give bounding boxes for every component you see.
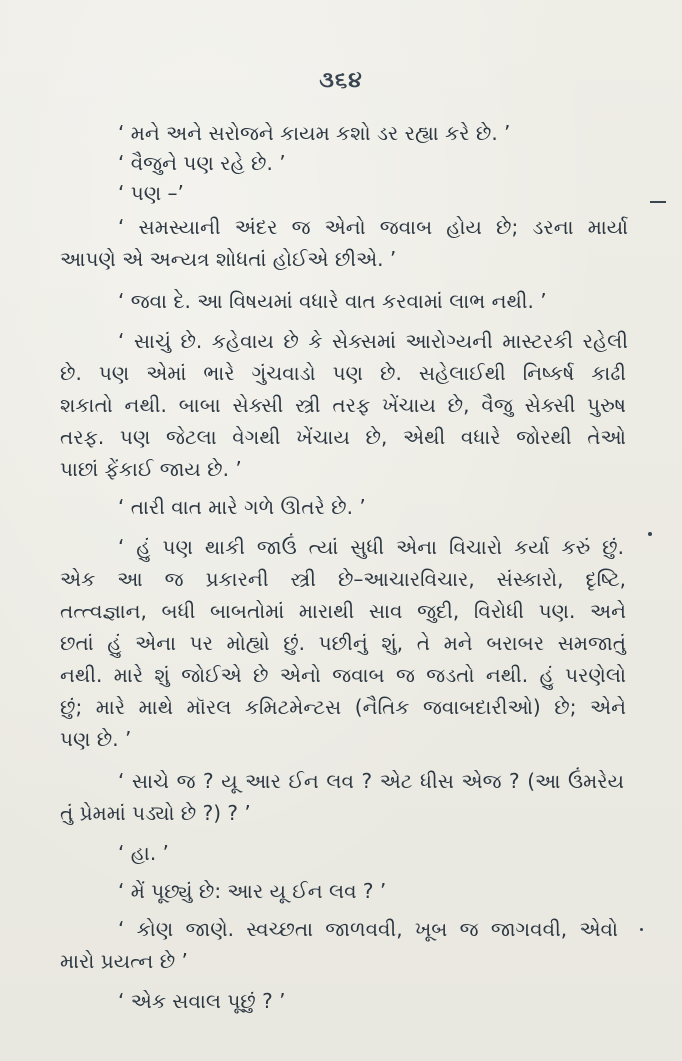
scan-mark (650, 201, 666, 203)
text-line: એક આ જ પ્રકારની સ્ત્રી છે–આચારવિચાર, સંસ્કારો, દૃષ્ટિ, (60, 567, 626, 591)
text-line: ‘ કોણ જાણે. સ્વચ્છતા જાળવવી, ખૂબ જ જાગવવી, એવો (118, 917, 618, 941)
text-line: પાછાં ફેંકાઈ જાય છે. ’ (60, 457, 242, 481)
text-line: નથી. મારે શું જોઈએ છે એનો જવાબ જ જડતો નથી. હું પરણેલો (60, 663, 626, 687)
text-line: ‘ પણ –’ (118, 181, 184, 205)
text-line: મારો પ્રયત્ન છે ’ (60, 949, 188, 973)
text-line: આપણે એ અન્યત્ર શોધતાં હોઈએ છીએ. ’ (60, 247, 397, 271)
text-line: તરફ. પણ જેટલા વેગથી ખેંચાય છે, એથી વધારે જોરથી તેઓ (60, 425, 626, 449)
text-line: છું; મારે માથે મૉરલ કમિટમેન્ટસ (નૈતિક જવાબદારીઓ) છે; એને (60, 695, 626, 719)
scan-speck (648, 532, 652, 536)
text-line: ‘ મેં પૂછ્યું છે: આર યૂ ઈન લવ ? ’ (118, 879, 387, 903)
scan-speck (640, 928, 643, 931)
text-line: છે. પણ એમાં ભારે ગુંચવાડો પણ છે. સહેલાઈથી નિષ્કર્ષ કાઢી (60, 361, 626, 385)
text-line: ‘ સાચે જ ? યૂ આર ઈન લવ ? એટ ધીસ એજ ? (આ ઉંમરેય (118, 769, 624, 793)
text-line: ‘ સાચું છે. કહેવાય છે કે સેક્સમાં આરોગ્યની માસ્ટરકી રહેલી (118, 329, 628, 353)
text-line: ‘ હું પણ થાકી જાઉં ત્યાં સુધી એના વિચારો કર્યા કરું છું. (118, 535, 624, 559)
text-line: તત્ત્વજ્ઞાન, બધી બાબતોમાં મારાથી સાવ જુદી, વિરોધી પણ. અને (60, 599, 626, 623)
text-line: ‘ જવા દે. આ વિષયમાં વધારે વાત કરવામાં લાભ નથી. ’ (118, 289, 547, 313)
text-line: છતાં હું એના પર મોહ્યો છું. પછીનું શું, તે મને બરાબર સમજાતું (60, 631, 626, 655)
text-line: તું પ્રેમમાં પડ્યો છે ?) ? ’ (60, 801, 251, 825)
text-line: ‘ સમસ્યાની અંદર જ એનો જવાબ હોય છે; ડરના માર્યા (118, 215, 628, 239)
text-line: ‘ વૈજુને પણ રહે છે. ’ (118, 151, 286, 175)
text-line: શકાતો નથી. બાબા સેક્સી સ્ત્રી તરફ ખેંચાય છે, વૈજુ સેક્સી પુરુષ (60, 393, 626, 417)
text-line: ‘ એક સવાલ પૂછું ? ’ (118, 989, 286, 1013)
text-line: ‘ મને અને સરોજને કાયમ કશો ડર રહ્યા કરે છે. ’ (118, 121, 511, 145)
text-line: ‘ તારી વાત મારે ગળે ઊતરે છે. ’ (118, 495, 366, 519)
text-line: પણ છે. ’ (60, 727, 132, 751)
page-number: ૩૬૪ (319, 68, 363, 93)
text-line: ‘ હા. ’ (118, 841, 169, 865)
